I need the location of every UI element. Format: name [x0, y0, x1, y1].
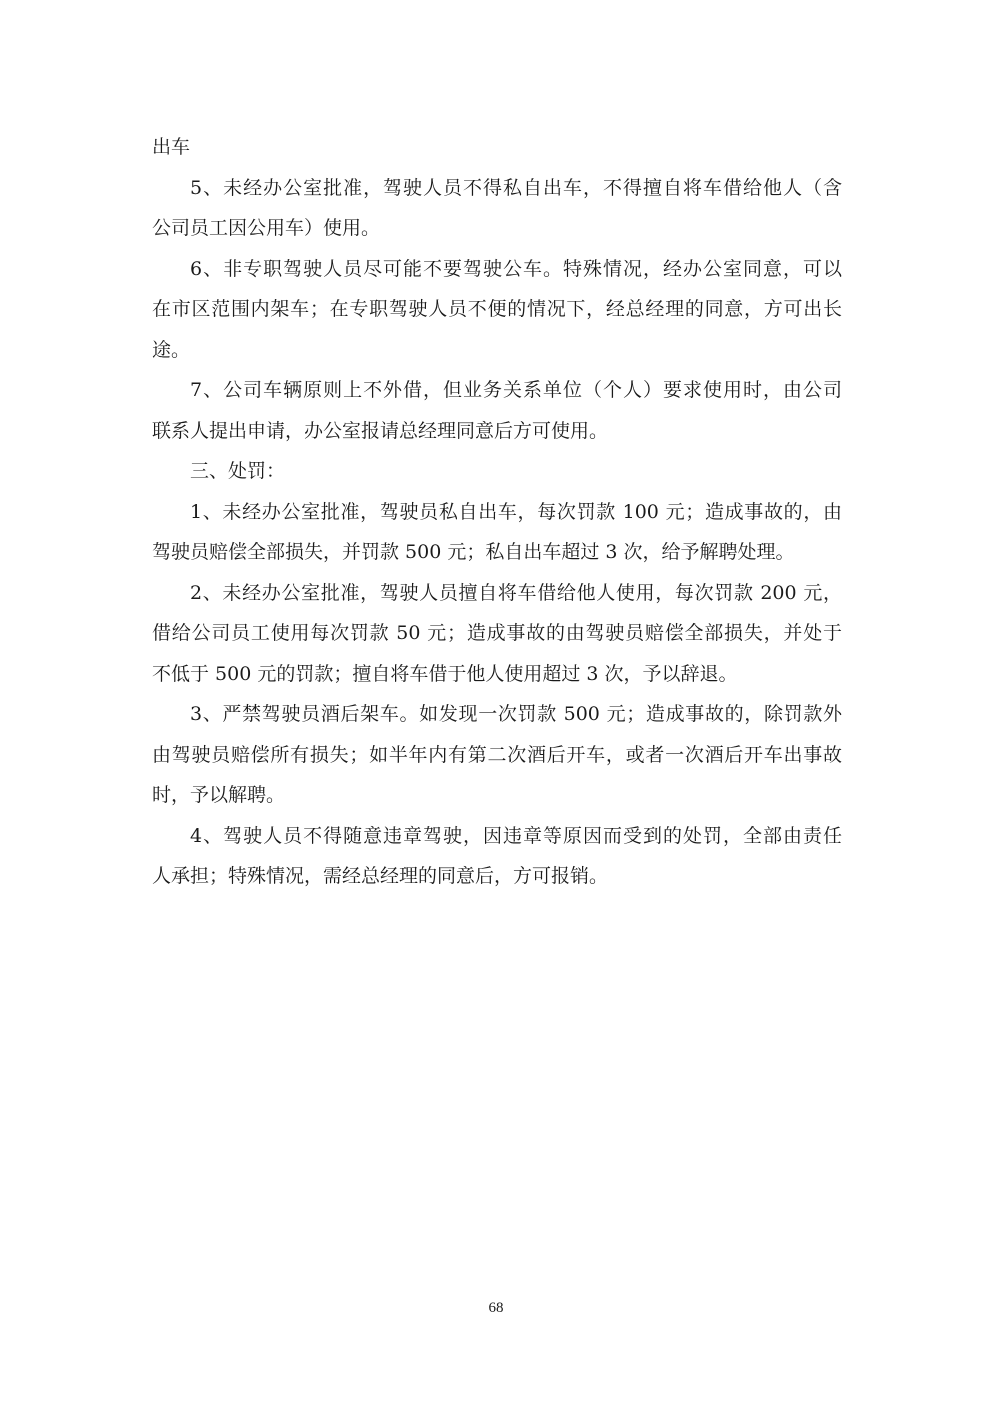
- text-line: 不低于 500 元的罚款；擅自将车借于他人使用超过 3 次，予以辞退。: [152, 662, 738, 685]
- text-line: 借给公司员工使用每次罚款 50 元；造成事故的由驾驶员赔偿全部损失，并处于: [152, 622, 842, 644]
- text-line: 时，予以解聘。: [152, 784, 286, 806]
- text-line: 2、未经办公室批准，驾驶人员擅自将车借给他人使用，每次罚款 200 元，: [190, 581, 842, 604]
- text-line: 6、非专职驾驶人员尽可能不要驾驶公车。特殊情况，经办公室同意，可以: [190, 257, 842, 280]
- text-line: 7、公司车辆原则上不外借，但业务关系单位（个人）要求使用时，由公司: [190, 379, 842, 401]
- text-line: 5、未经办公室批准，驾驶人员不得私自出车，不得擅自将车借给他人（含: [190, 176, 842, 199]
- document-body: [152, 127, 842, 897]
- text-line: 3、严禁驾驶员酒后架车。如发现一次罚款 500 元；造成事故的，除罚款外: [190, 703, 842, 725]
- text-line: 人承担；特殊情况，需经总经理的同意后，方可报销。: [152, 865, 609, 887]
- text-line: 由驾驶员赔偿所有损失；如半年内有第二次酒后开车，或者一次酒后开车出事故: [152, 743, 842, 766]
- text-line: 公司员工因公用车）使用。: [152, 217, 381, 239]
- text-line: 1、未经办公室批准，驾驶员私自出车，每次罚款 100 元；造成事故的，由: [190, 500, 842, 523]
- text-line: 在市区范围内架车；在专职驾驶人员不便的情况下，经总经理的同意，方可出长: [152, 298, 842, 320]
- page-number: 68: [488, 1300, 504, 1316]
- text-line: 途。: [152, 338, 191, 361]
- text-line: 出车: [152, 136, 191, 158]
- section-heading: 三、处罚：: [190, 460, 286, 482]
- text-line: 4、驾驶人员不得随意违章驾驶，因违章等原因而受到的处罚，全部由责任: [190, 824, 842, 847]
- text-line: 联系人提出申请，办公室报请总经理同意后方可使用。: [152, 419, 609, 442]
- text-line: 驾驶员赔偿全部损失，并罚款 500 元；私自出车超过 3 次，给予解聘处理。: [152, 541, 795, 563]
